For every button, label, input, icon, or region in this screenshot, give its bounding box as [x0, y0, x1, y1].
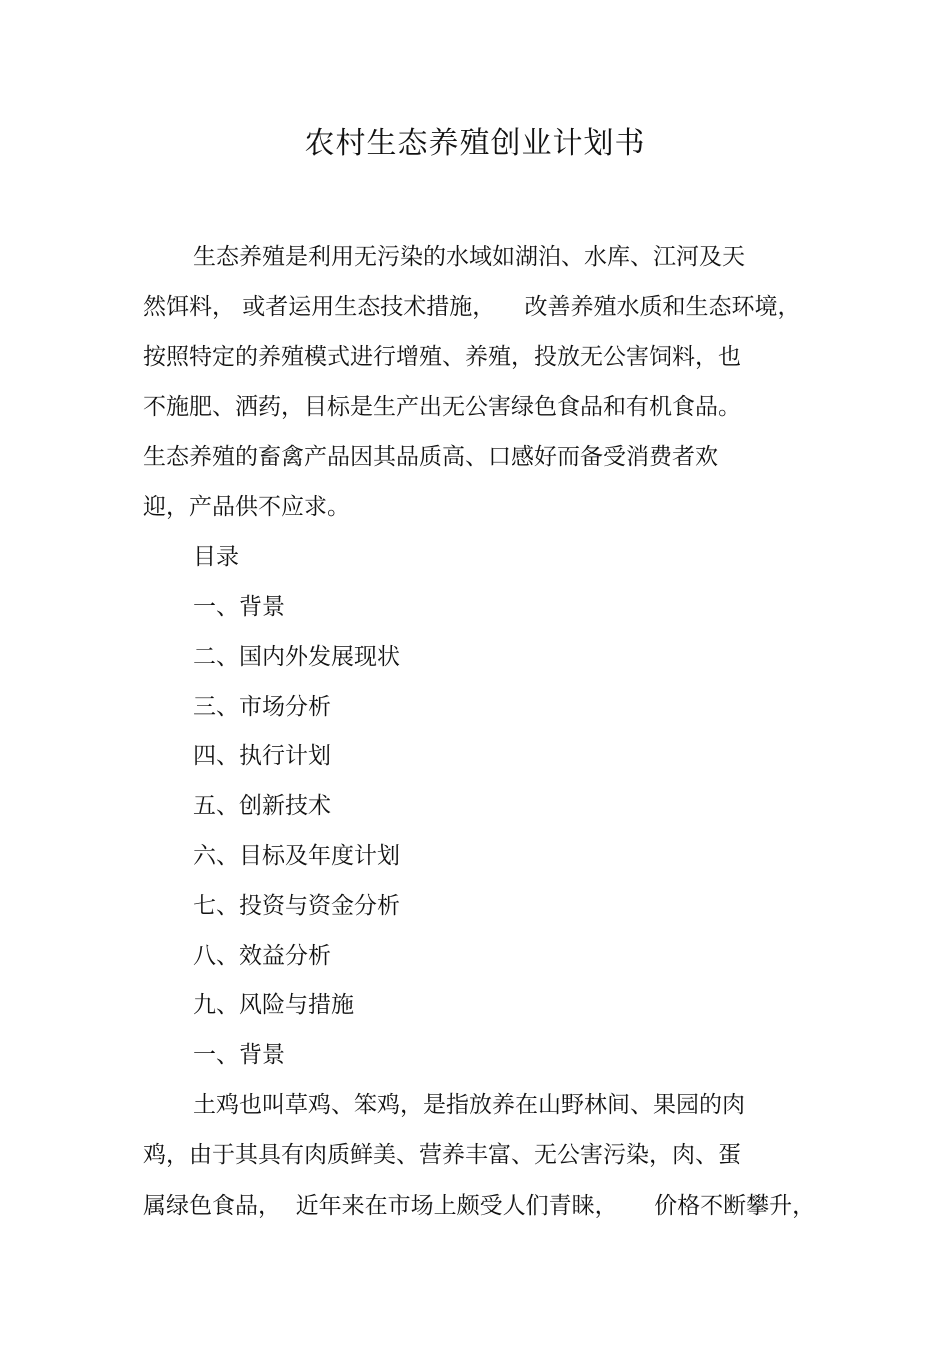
toc-item: 七、投资与资金分析	[193, 893, 400, 919]
intro-line: 然饵料， 或者运用生态技术措施， 改善养殖水质和生态环境，	[143, 294, 801, 320]
toc-heading: 目录	[193, 544, 239, 570]
toc-item: 八、效益分析	[193, 943, 331, 969]
section-heading: 一、背景	[193, 1042, 285, 1068]
toc-item: 九、风险与措施	[193, 992, 354, 1018]
toc-item: 六、目标及年度计划	[193, 843, 400, 869]
toc-item: 一、背景	[193, 594, 285, 620]
intro-line: 生态养殖是利用无污染的水域如湖泊、水库、江河及天	[193, 244, 745, 270]
intro-line: 迎，产品供不应求。	[143, 494, 350, 520]
toc-item: 三、市场分析	[193, 694, 331, 720]
intro-line: 生态养殖的畜禽产品因其品质高、口感好而备受消费者欢	[143, 444, 718, 470]
toc-item: 五、创新技术	[193, 793, 331, 819]
body-line: 鸡，由于其具有肉质鲜美、营养丰富、无公害污染，肉、蛋	[143, 1142, 741, 1168]
toc-item: 四、执行计划	[193, 743, 331, 769]
intro-line: 按照特定的养殖模式进行增殖、养殖，投放无公害饲料，也	[143, 344, 741, 370]
body-line: 属绿色食品， 近年来在市场上颇受人们青睐， 价格不断攀升，	[143, 1193, 816, 1219]
intro-line: 不施肥、洒药，目标是生产出无公害绿色食品和有机食品。	[143, 394, 741, 420]
body-line: 土鸡也叫草鸡、笨鸡，是指放养在山野林间、果园的肉	[193, 1092, 745, 1118]
toc-item: 二、国内外发展现状	[193, 644, 400, 670]
document-title: 农村生态养殖创业计划书	[304, 126, 646, 161]
